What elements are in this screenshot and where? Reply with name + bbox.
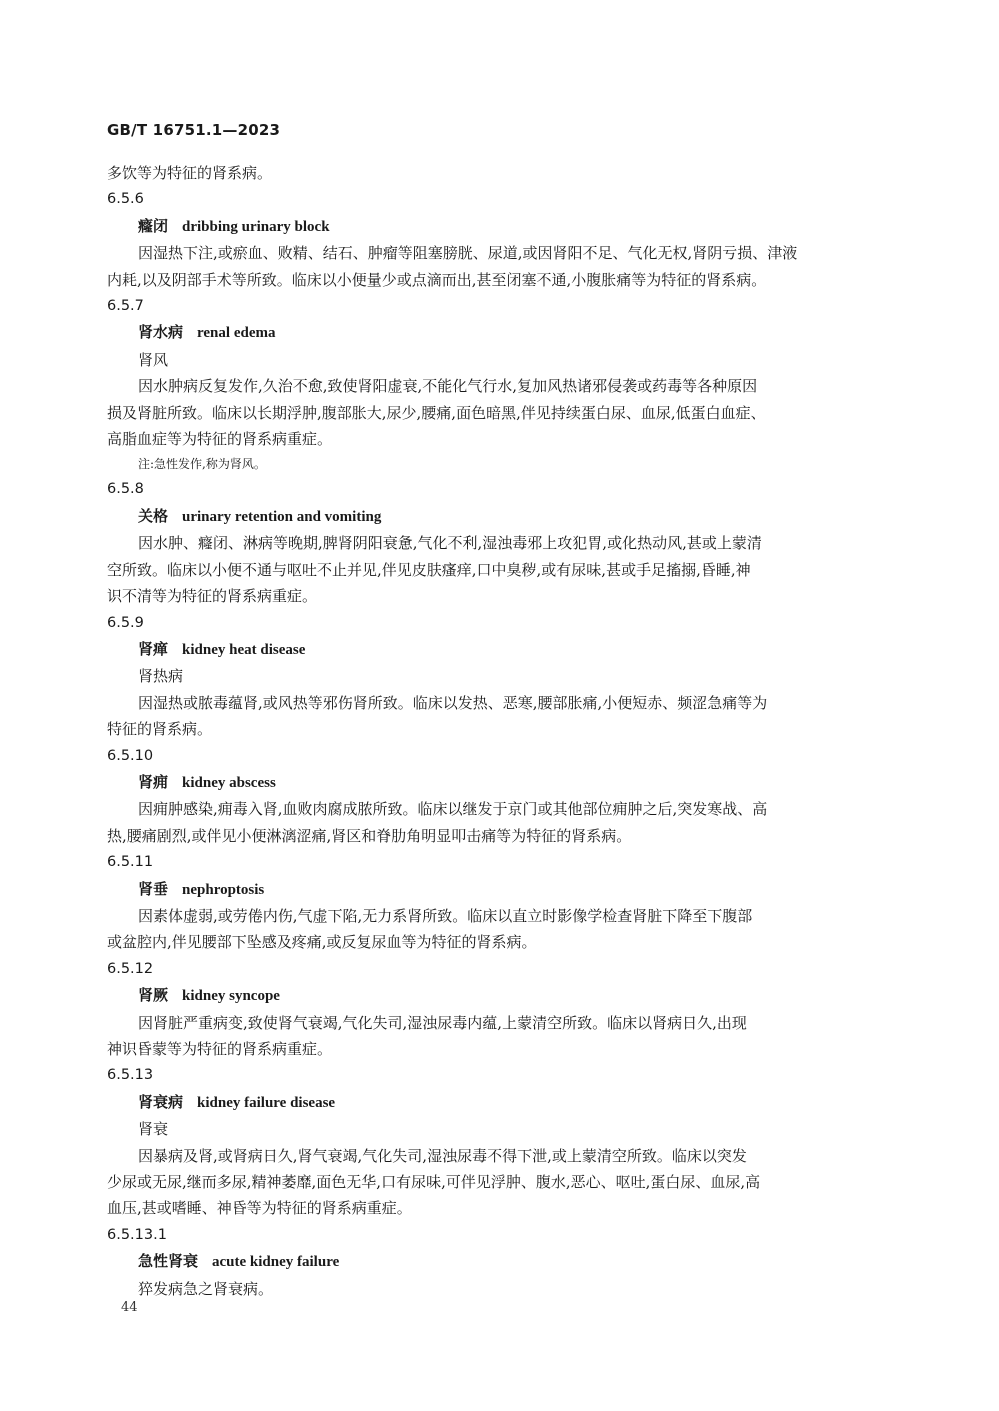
term-synonym: 肾风 — [138, 350, 169, 369]
term-heading — [107, 503, 883, 530]
term-english: acute kidney failure — [212, 1254, 340, 1271]
term-chinese: 肾衰病 — [138, 1092, 184, 1111]
clause-number: 6.5.7 — [107, 298, 144, 315]
document-header: GB/T 16751.1—2023 — [107, 121, 281, 139]
definition-line: 神识昏蒙等为特征的肾系病重症。 — [107, 1040, 333, 1058]
definition-line: 因肾脏严重病变,致使肾气衰竭,气化失司,湿浊尿毒内蕴,上蒙清空所致。临床以肾病日久,出现 — [138, 1013, 747, 1032]
definition-line: 热,腰痛剧烈,或伴见小便淋漓涩痛,肾区和脊肋角明显叩击痛等为特征的肾系病。 — [107, 826, 632, 845]
term-synonym: 肾热病 — [138, 667, 184, 686]
definition-line: 内耗,以及阴部手术等所致。临床以小便量少或点滴而出,甚至闭塞不通,小腹胀痛等为特征的肾系病。 — [107, 270, 767, 289]
definition-line: 猝发病急之肾衰病。 — [138, 1279, 274, 1298]
definition-line: 特征的肾系病。 — [107, 720, 213, 739]
term-english: kidney abscess — [182, 774, 276, 791]
definition-line: 因湿热下注,或瘀血、败精、结石、肿瘤等阻塞膀胱、尿道,或因肾阳不足、气化无权,肾阴亏损、津液 — [138, 244, 798, 263]
term-heading — [107, 982, 883, 1009]
term-chinese: 癃闭 — [138, 216, 169, 235]
term-chinese: 肾水病 — [138, 323, 184, 342]
term-english: renal edema — [197, 325, 276, 342]
document-body — [107, 160, 883, 1302]
clause-number: 6.5.8 — [107, 481, 144, 498]
page-number: 44 — [121, 1300, 138, 1315]
term-english: urinary retention and vomiting — [182, 508, 382, 525]
term-heading — [107, 319, 883, 346]
term-english: kidney heat disease — [182, 641, 306, 658]
term-note: 注:急性发作,称为肾风。 — [138, 457, 266, 472]
entries-list — [107, 186, 883, 1302]
term-chinese: 关格 — [138, 506, 169, 525]
term-heading — [107, 769, 883, 796]
definition-line: 因湿热或脓毒蕴肾,或风热等邪伤肾所致。临床以发热、恶寒,腰部胀痛,小便短赤、频涩急痛等为 — [138, 693, 768, 712]
term-english: kidney syncope — [182, 988, 280, 1005]
clause-number: 6.5.12 — [107, 960, 154, 977]
term-heading — [107, 1248, 883, 1275]
clause-number: 6.5.6 — [107, 191, 144, 208]
definition-line: 血压,甚或嗜睡、神昏等为特征的肾系病重症。 — [107, 1199, 412, 1218]
term-english: nephroptosis — [182, 881, 265, 898]
clause-number: 6.5.10 — [107, 747, 154, 764]
term-heading — [107, 636, 883, 663]
intro-line: 多饮等为特征的肾系病。 — [107, 164, 273, 182]
term-chinese: 肾垂 — [138, 879, 169, 898]
term-heading — [107, 213, 883, 240]
clause-number: 6.5.11 — [107, 854, 154, 871]
definition-line: 损及肾脏所致。临床以长期浮肿,腹部胀大,尿少,腰痛,面色暗黑,伴见持续蛋白尿、血尿,低蛋白血症、 — [107, 403, 766, 422]
term-chinese: 肾痈 — [138, 772, 169, 791]
definition-line: 高脂血症等为特征的肾系病重症。 — [107, 430, 333, 449]
term-chinese: 肾厥 — [138, 986, 169, 1005]
definition-line: 少尿或无尿,继而多尿,精神萎靡,面色无华,口有尿味,可伴见浮肿、腹水,恶心、呕吐,蛋白尿、血尿,高 — [107, 1173, 761, 1192]
definition-line: 因痈肿感染,痈毒入肾,血败肉腐成脓所致。临床以继发于京门或其他部位痈肿之后,突发寒战、高 — [138, 800, 768, 819]
definition-line: 因水肿、癃闭、淋病等晚期,脾肾阴阳衰惫,气化不利,湿浊毒邪上攻犯胃,或化热动风,甚或上蒙清 — [138, 534, 762, 553]
clause-number: 6.5.13.1 — [107, 1226, 167, 1243]
term-chinese: 肾瘅 — [138, 639, 169, 658]
term-english: dribbing urinary block — [182, 218, 330, 235]
definition-line: 空所致。临床以小便不通与呕吐不止并见,伴见皮肤瘙痒,口中臭秽,或有尿味,甚或手足搐搦,昏睡,神 — [107, 560, 751, 579]
definition-line: 或盆腔内,伴见腰部下坠感及疼痛,或反复尿血等为特征的肾系病。 — [107, 933, 537, 952]
clause-number: 6.5.9 — [107, 614, 144, 631]
definition-line: 因素体虚弱,或劳倦内伤,气虚下陷,无力系肾所致。临床以直立时影像学检查肾脏下降至下腹部 — [138, 906, 753, 925]
term-english: kidney failure disease — [197, 1094, 336, 1111]
clause-number: 6.5.13 — [107, 1067, 154, 1084]
definition-line: 因暴病及肾,或肾病日久,肾气衰竭,气化失司,湿浊尿毒不得下泄,或上蒙清空所致。临床以突发 — [138, 1146, 747, 1165]
definition-line: 因水肿病反复发作,久治不愈,致使肾阳虚衰,不能化气行水,复加风热诸邪侵袭或药毒等各种原因 — [138, 377, 758, 396]
definition-line: 识不清等为特征的肾系病重症。 — [107, 587, 318, 606]
term-chinese: 急性肾衰 — [138, 1252, 199, 1271]
term-heading — [107, 876, 883, 903]
term-synonym: 肾衰 — [138, 1120, 169, 1139]
term-heading — [107, 1089, 883, 1116]
